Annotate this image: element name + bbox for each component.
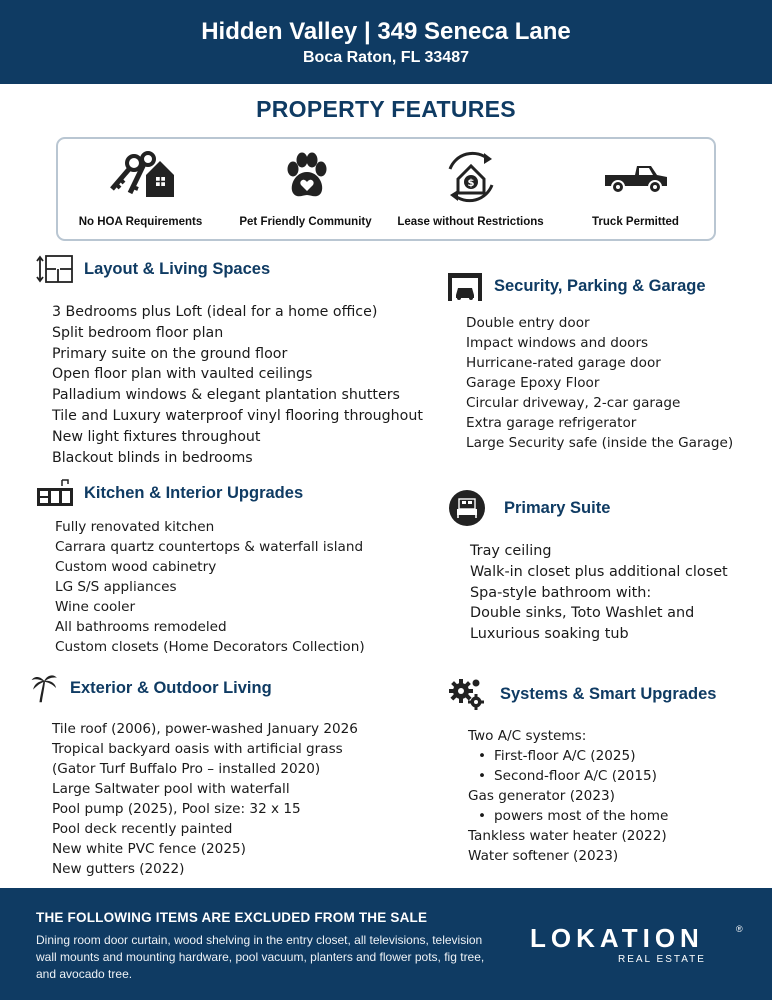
list-item: Custom wood cabinetry bbox=[55, 559, 217, 575]
list-item: • powers most of the home bbox=[468, 806, 668, 826]
list-item: (Gator Turf Buffalo Pro – installed 2020) bbox=[52, 761, 321, 777]
security-list bbox=[466, 313, 733, 453]
list-item: Open floor plan with vaulted ceilings bbox=[52, 366, 313, 383]
header-banner bbox=[0, 0, 772, 84]
list-item: Carrara quartz countertops & waterfall island bbox=[55, 539, 364, 555]
section-title: Primary Suite bbox=[504, 498, 611, 517]
feature-label: Truck Permitted bbox=[592, 216, 679, 228]
list-item: Tray ceiling bbox=[470, 543, 552, 559]
keys-house-icon bbox=[106, 149, 176, 205]
list-item: New gutters (2022) bbox=[52, 861, 185, 877]
list-item: Palladium windows & elegant plantation shutters bbox=[52, 387, 400, 404]
footer-banner bbox=[0, 888, 772, 1000]
section-title: Security, Parking & Garage bbox=[494, 276, 706, 295]
list-item: LG S/S appliances bbox=[55, 579, 177, 595]
feature-truck bbox=[553, 139, 718, 239]
bed-icon bbox=[448, 489, 486, 527]
section-title: Layout & Living Spaces bbox=[84, 259, 271, 278]
list-item: Pool pump (2025), Pool size: 32 x 15 bbox=[52, 801, 301, 817]
list-item: Impact windows and doors bbox=[466, 335, 649, 351]
section-exterior-header bbox=[30, 668, 272, 708]
list-item: Double sinks, Toto Washlet and bbox=[470, 605, 695, 622]
feature-label: Pet Friendly Community bbox=[239, 216, 372, 228]
section-security-header bbox=[446, 269, 706, 303]
list-item: Circular driveway, 2-car garage bbox=[466, 395, 681, 411]
list-item: Luxurious soaking tub bbox=[470, 626, 629, 643]
kitchen-list bbox=[55, 517, 365, 657]
section-primary-header bbox=[448, 489, 610, 527]
paw-icon bbox=[271, 149, 341, 205]
garage-icon bbox=[446, 269, 484, 303]
feature-label: No HOA Requirements bbox=[78, 216, 203, 228]
section-layout-header bbox=[36, 252, 270, 286]
list-item: Water softener (2023) bbox=[468, 848, 619, 864]
pickup-truck-icon bbox=[601, 149, 671, 205]
exterior-list bbox=[52, 719, 358, 879]
list-item: • First-floor A/C (2025) bbox=[468, 746, 668, 766]
section-kitchen-header bbox=[36, 476, 303, 510]
list-item: Blackout blinds in bedrooms bbox=[52, 449, 253, 466]
logo-registered-mark: ® bbox=[736, 924, 743, 934]
list-item: Tankless water heater (2022) bbox=[468, 828, 667, 844]
features-title: PROPERTY FEATURES bbox=[256, 96, 516, 122]
feature-pet-friendly bbox=[223, 139, 388, 239]
list-item: Extra garage refrigerator bbox=[466, 415, 637, 431]
floor-plan-icon bbox=[36, 252, 74, 286]
list-item: Wine cooler bbox=[55, 599, 136, 615]
section-title: Exterior & Outdoor Living bbox=[70, 678, 272, 697]
section-title: Systems & Smart Upgrades bbox=[500, 684, 717, 703]
feature-no-hoa bbox=[58, 139, 223, 239]
exclusions-title: THE FOLLOWING ITEMS ARE EXCLUDED FROM THE SALE bbox=[36, 910, 428, 925]
palm-tree-icon bbox=[30, 668, 60, 708]
logo-subtitle: REAL ESTATE bbox=[618, 954, 706, 965]
list-item: Tile roof (2006), power-washed January 2026 bbox=[52, 721, 358, 737]
feature-label: Lease without Restrictions bbox=[397, 216, 544, 228]
list-item: Double entry door bbox=[466, 315, 590, 331]
features-box bbox=[56, 137, 716, 241]
list-item: Pool deck recently painted bbox=[52, 821, 233, 837]
list-item: Two A/C systems: bbox=[468, 728, 587, 744]
list-item: Primary suite on the ground floor bbox=[52, 345, 288, 362]
section-systems-header bbox=[448, 677, 716, 711]
exclusions-text: Dining room door curtain, wood shelving in the entry closet, all televisions, television wall mounts and mounting hardware, pool vacuum, planters and flower pots, fig tree, and avocado tree. bbox=[36, 933, 485, 981]
list-item: Tropical backyard oasis with artificial grass bbox=[52, 741, 343, 757]
list-item: • Second-floor A/C (2015) bbox=[468, 766, 668, 786]
logo-wordmark: LOKATION bbox=[530, 923, 704, 953]
list-item: Split bedroom floor plan bbox=[52, 324, 224, 341]
list-item: Walk-in closet plus additional closet bbox=[470, 563, 728, 580]
svg-text:$: $ bbox=[467, 178, 474, 189]
list-item: Spa-style bathroom with: bbox=[470, 584, 652, 601]
kitchen-icon bbox=[36, 476, 74, 510]
list-item: 3 Bedrooms plus Loft (ideal for a home office) bbox=[52, 304, 378, 320]
primary-list bbox=[470, 541, 728, 645]
list-item: Garage Epoxy Floor bbox=[466, 375, 600, 391]
systems-list bbox=[468, 726, 668, 866]
list-item: New white PVC fence (2025) bbox=[52, 841, 246, 857]
layout-list bbox=[52, 302, 423, 468]
list-item: Custom closets (Home Decorators Collection) bbox=[55, 639, 365, 655]
property-address: Boca Raton, FL 33487 bbox=[303, 49, 469, 66]
list-item: Fully renovated kitchen bbox=[55, 519, 215, 535]
section-title: Kitchen & Interior Upgrades bbox=[84, 483, 304, 502]
list-item: Hurricane-rated garage door bbox=[466, 355, 661, 371]
list-item: Gas generator (2023) bbox=[468, 788, 615, 804]
list-item: Large Saltwater pool with waterfall bbox=[52, 781, 290, 797]
list-item: Tile and Luxury waterproof vinyl flooring throughout bbox=[52, 407, 423, 424]
feature-lease bbox=[388, 139, 553, 239]
list-item: New light fixtures throughout bbox=[52, 428, 261, 445]
gears-icon bbox=[448, 677, 486, 711]
house-dollar-icon bbox=[436, 149, 506, 205]
list-item: All bathrooms remodeled bbox=[55, 619, 227, 635]
list-item: Large Security safe (inside the Garage) bbox=[466, 435, 734, 451]
lokation-logo bbox=[530, 924, 750, 968]
property-title: Hidden Valley | 349 Seneca Lane bbox=[201, 18, 571, 45]
